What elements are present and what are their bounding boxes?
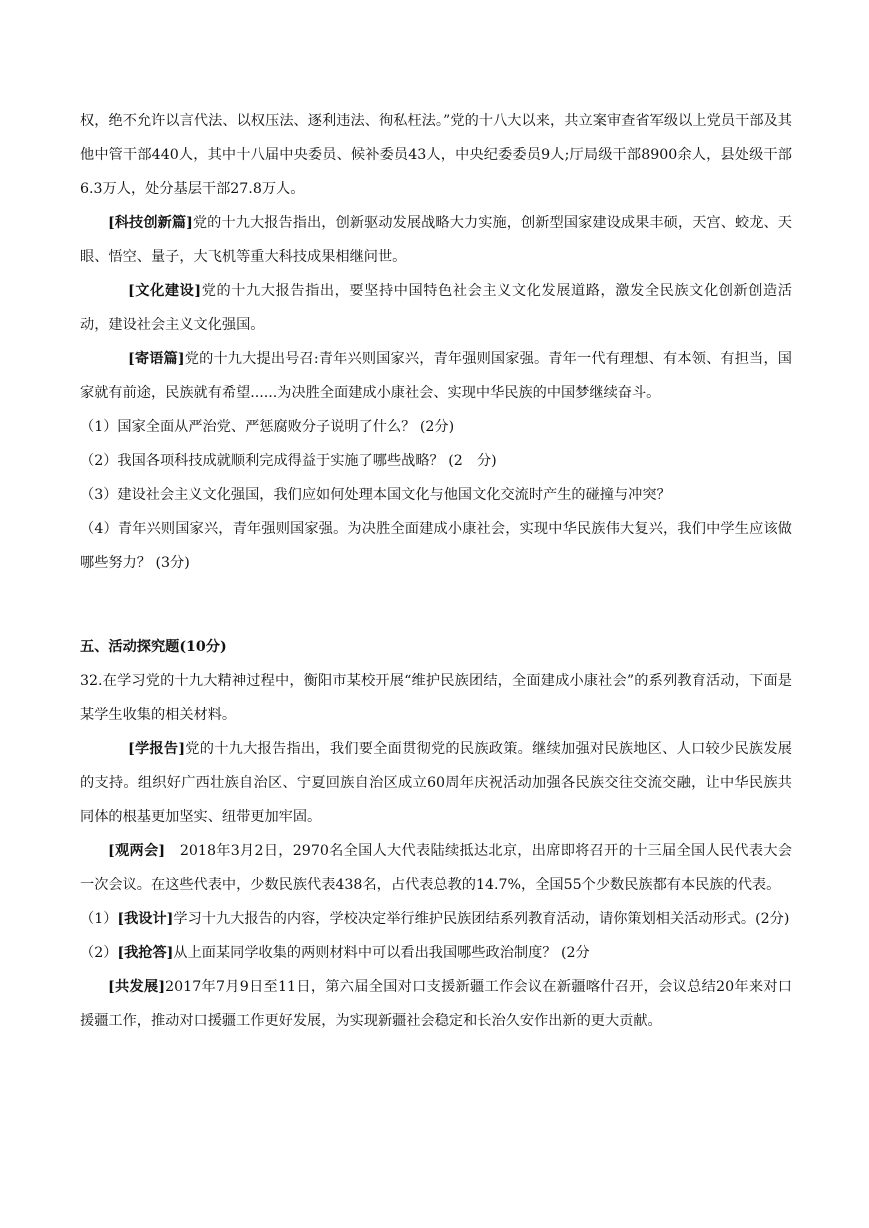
sub-question-2-tag: [我抢答] <box>117 945 174 961</box>
sub-question-1-prefix: （1） <box>80 911 118 927</box>
sub-question-1-tag: [我设计] <box>117 911 174 927</box>
tech-text: 党的十九大报告指出，创新驱动发展战略大力实施，创新型国家建设成果丰硕，天宫、蛟龙、天眼、悟空、量子，大飞机等重大科技成果相继问世。 <box>80 215 792 265</box>
message-paragraph <box>80 342 792 410</box>
sub-question-1 <box>80 902 792 936</box>
question-32-intro: 32.在学习党的十九大精神过程中，衡阳市某校开展“维护民族团结，全面建成小康社会”的系列教育活动，下面是某学生收集的相关材料。 <box>80 673 792 723</box>
report-text: 党的十九大报告指出，我们要全面贯彻党的民族政策。继续加强对民族地区、人口较少民族发展的支持。组织好广西壮族自治区、宁夏回族自治区成立60周年庆祝活动加强各民族交往交流交融，让中华民族共同体的根基更加坚实、纽带更加牢固。 <box>80 741 792 825</box>
report-paragraph <box>80 732 792 834</box>
report-tag: [学报告] <box>128 741 186 757</box>
culture-paragraph <box>80 274 792 342</box>
continuation-paragraph: 权，绝不允许以言代法、以权压法、逐利违法、徇私枉法。”党的十八大以来，共立案审查省军级以上党员干部及其他中管干部440人，其中十八届中央委员、候补委员43人，中央纪委委员9人;厅局级干部8900余人，县处级干部6.3万人，处分基层干部27.8万人。 <box>80 113 792 197</box>
sessions-text: 2018年3月2日，2970名全国人大代表陆续抵达北京，出席即将召开的十三届全国人民代表大会一次会议。在这些代表中，少数民族代表438名，占代表总教的14.7%，全国55个少数民族都有本民族的代表。 <box>80 843 792 893</box>
question-4: （4）青年兴则国家兴，青年强则国家强。为决胜全面建成小康社会，实现中华民族伟大复兴，我们中学生应该做哪些努力？ (3分) <box>80 521 792 571</box>
tech-paragraph <box>80 206 792 274</box>
culture-text: 党的十九大报告指出，要坚持中国特色社会主义文化发展道路，激发全民族文化创新创造活动，建设社会主义文化强国。 <box>80 283 792 333</box>
section-title: 五、活动探究题(10分) <box>80 639 227 655</box>
sessions-paragraph <box>80 834 792 902</box>
document-page <box>80 104 792 1038</box>
sub-question-2-prefix: （2） <box>80 945 118 961</box>
question-1: （1）国家全面从严治党、严惩腐败分子说明了什么？ (2分) <box>80 419 455 435</box>
sub-question-1-text: 学习十九大报告的内容，学校决定举行维护民族团结系列教育活动，请你策划相关活动形式。(2分) <box>173 911 790 927</box>
sub-question-2-text: 从上面某同学收集的两则材料中可以看出我国哪些政治制度？ (2分 <box>173 945 590 961</box>
develop-tag: [共发展] <box>108 979 166 995</box>
question-3: （3）建设社会主义文化强国，我们应如何处理本国文化与他国文化交流时产生的碰撞与冲突？ <box>80 487 671 503</box>
spacer <box>80 580 792 630</box>
tech-tag: [科技创新篇] <box>108 215 193 231</box>
sub-question-2 <box>80 936 792 970</box>
develop-paragraph <box>80 970 792 1038</box>
sessions-tag: [观两会] <box>108 843 166 859</box>
culture-tag: [文化建设] <box>128 283 202 299</box>
message-tag: [寄语篇] <box>128 351 185 367</box>
message-text: 党的十九大提出号召:青年兴则国家兴，青年强则国家强。青年一代有理想、有本领、有担当，国家就有前途，民族就有希望......为决胜全面建成小康社会、实现中华民族的中国梦继续奋斗。 <box>80 351 792 401</box>
question-2: （2）我国各项科技成就顺利完成得益于实施了哪些战略？ (2 分) <box>80 453 497 469</box>
develop-text: 2017年7月9日至11日，第六届全国对口支援新疆工作会议在新疆喀什召开，会议总结20年来对口援疆工作，推动对口援疆工作更好发展，为实现新疆社会稳定和长治久安作出新的更大贡献。 <box>80 979 792 1029</box>
